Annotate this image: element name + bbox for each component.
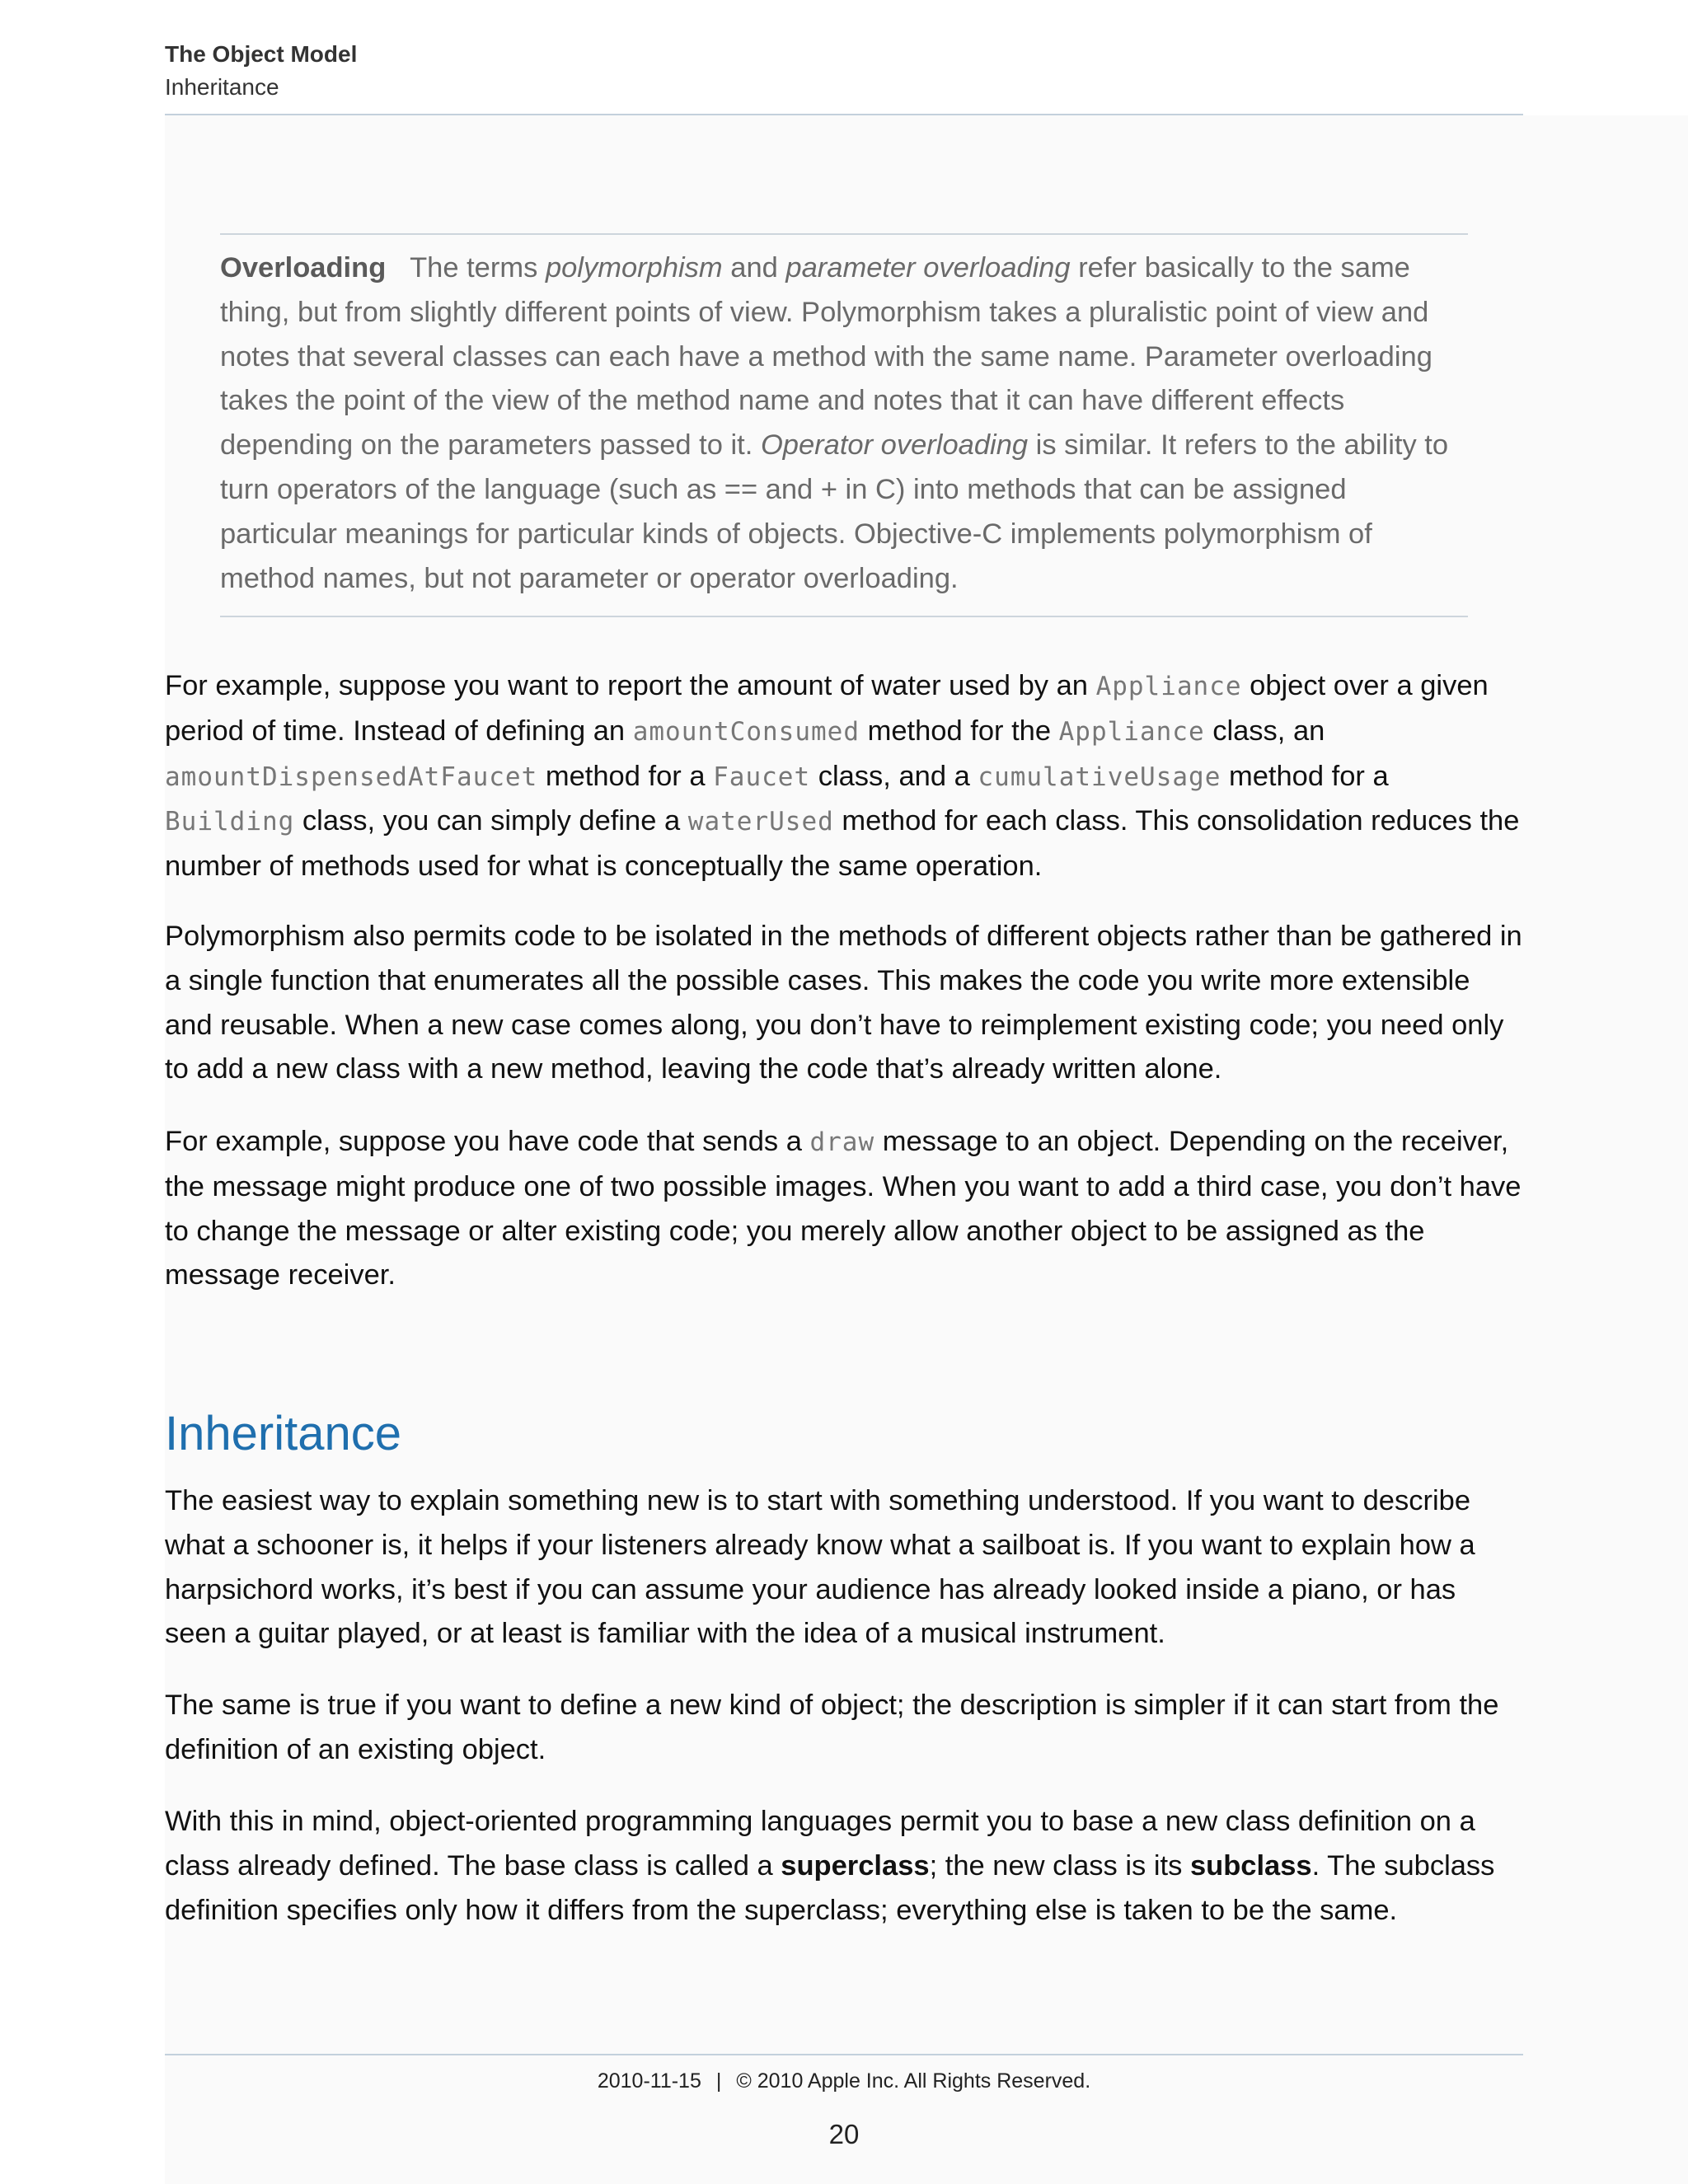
section-heading-inheritance: Inheritance	[165, 1407, 401, 1460]
text-run: class, and a	[810, 760, 978, 792]
note-term-polymorphism: polymorphism	[545, 252, 723, 284]
text-run: . The subclass definition specifies only how it differs from the superclass; everything else is taken to be the same.	[165, 1849, 1495, 1926]
code-cumulative-usage: cumulativeUsage	[978, 762, 1221, 792]
footer-divider	[165, 2054, 1523, 2055]
note-text: and	[722, 252, 786, 284]
text-run: method for a	[1221, 760, 1389, 792]
chapter-title: The Object Model	[165, 41, 358, 67]
section-title: Inheritance	[165, 74, 279, 100]
footer	[0, 2064, 1688, 2097]
header-divider	[165, 114, 1523, 115]
note-text: is similar. It refers to the ability to turn operators of the language (such as == and + in C) into methods that can be assigned particular meanings for particular kinds of objects. Objective-C implements polymorphism of method names, but not parameter or operator overloading.	[220, 429, 1449, 594]
term-subclass: subclass	[1189, 1849, 1312, 1882]
text-run: method for each class. This consolidation reduces the number of methods used for what is conceptually the same operation.	[165, 805, 1520, 883]
text-run: message to an object. Depending on the receiver, the message might produce one of two possible images. When you want to add a third case, you don’t have to change the message or alter existing code; you merely allow another object to be assigned as the message receiver.	[165, 1126, 1522, 1291]
text-run: method for a	[537, 760, 714, 792]
note-text: The terms	[410, 252, 546, 284]
paragraph-inheritance-intro: The easiest way to explain something new is to start with something understood. If you want to describe what a schooner is, it helps if your listeners already know what a sailboat is. If you want to explain how a harpsichord works, it’s best if you can assume your audience has already looked inside a piano, or has seen a guitar played, or at least is familiar with the idea of a musical instrument.	[165, 1485, 1475, 1650]
note-term-operator-overloading: Operator overloading	[760, 429, 1029, 462]
text-run: ; the new class is its	[929, 1849, 1190, 1882]
text-run: object over a given period of time. Instead of defining an	[165, 670, 1489, 747]
code-faucet: Faucet	[713, 762, 811, 792]
term-superclass: superclass	[781, 1849, 930, 1882]
code-amount-dispensed-at-faucet: amountDispensedAtFaucet	[165, 762, 538, 792]
paragraph-draw-example	[165, 1120, 1523, 1298]
page-number: 20	[828, 2119, 860, 2149]
code-appliance: Appliance	[1058, 716, 1205, 747]
text-run: class, an	[1204, 715, 1325, 747]
code-draw: draw	[809, 1127, 875, 1157]
note-label: Overloading	[220, 252, 387, 284]
overloading-note	[220, 233, 1468, 617]
footer-date: 2010-11-15	[597, 2069, 701, 2093]
paragraph-new-kind-of-object: The same is true if you want to define a new kind of object; the description is simpler if it can start from the definition of an existing object.	[165, 1690, 1499, 1765]
footer-separator: |	[715, 2069, 722, 2093]
text-run: For example, suppose you want to report the amount of water used by an	[165, 670, 1096, 701]
text-run: class, you can simply define a	[294, 805, 688, 837]
code-appliance: Appliance	[1095, 672, 1242, 701]
code-amount-consumed: amountConsumed	[632, 716, 860, 747]
footer-copyright: © 2010 Apple Inc. All Rights Reserved.	[736, 2069, 1091, 2093]
note-text: refer basically to the same thing, but from slightly different points of view. Polymorphism takes a pluralistic point of view and notes that several classes can each have a method with the same name. Parameter overloading takes the point of the view of the method name and notes that it can have different effects depending on the parameters passed to it.	[220, 252, 1432, 462]
paragraph-polymorphism-isolation: Polymorphism also permits code to be isolated in the methods of different objects rather than be gathered in a single function that enumerates all the possible cases. This makes the code you write more extensible and reusable. When a new case comes along, you don’t have to reimplement existing code; you need only to add a new class with a new method, leaving the code that’s already written alone.	[165, 921, 1522, 1085]
text-run: method for the	[860, 715, 1059, 747]
note-term-parameter-overloading: parameter overloading	[785, 252, 1071, 284]
text-run: For example, suppose you have code that sends a	[165, 1126, 810, 1157]
paragraph-superclass-subclass	[165, 1800, 1523, 1933]
running-header	[165, 38, 1523, 104]
text-run: With this in mind, object-oriented programming languages permit you to base a new class definition on a class already defined. The base class is called a	[165, 1806, 1475, 1882]
paragraph-water-example	[165, 664, 1523, 889]
code-building: Building	[165, 807, 295, 837]
code-water-used: waterUsed	[687, 807, 834, 837]
